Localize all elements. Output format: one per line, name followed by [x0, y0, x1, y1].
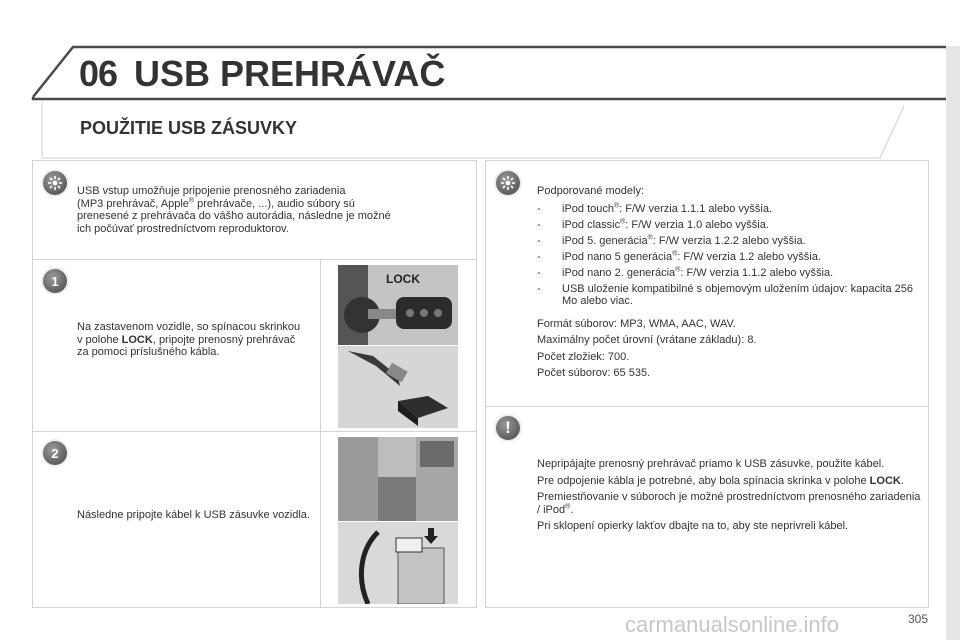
list-item — [537, 203, 922, 216]
warning-text-part: . — [900, 474, 904, 487]
list-item — [537, 267, 922, 280]
list-item — [537, 283, 922, 308]
sun-info-icon — [496, 171, 520, 195]
watermark: carmanualsonline.info — [625, 612, 840, 637]
files-text: Počet súborov: 65 535. — [537, 367, 651, 380]
photo-usb-socket — [338, 522, 458, 604]
page-number: 305 — [908, 612, 929, 626]
registered-mark: ® — [188, 196, 195, 204]
model-version: : F/W verzia 1.2 alebo vyššia. — [677, 250, 821, 263]
warning-text-part: . — [570, 503, 574, 516]
registered-mark: ® — [565, 502, 571, 510]
model-version: : F/W verzia 1.1.1 alebo vyššia. — [619, 202, 772, 215]
model-name: iPod nano 5 generácia — [562, 250, 673, 263]
intro-text-part: (MP3 prehrávač, Apple — [77, 197, 189, 210]
right-margin-strip — [946, 46, 960, 640]
model-name: iPod 5. generácia — [562, 234, 648, 247]
intro-text-part: prehrávače, ...), audio súbory sú — [194, 197, 355, 210]
formats-text: Formát súborov: MP3, WMA, AAC, WAV. — [537, 317, 736, 330]
levels-text: Maximálny počet úrovní (vrátane základu): 8. — [537, 334, 757, 347]
model-name: iPod nano 2. generácia — [562, 266, 676, 279]
intro-text — [77, 185, 467, 235]
warning-p3 — [537, 491, 922, 516]
registered-mark: ® — [672, 250, 678, 258]
column-divider — [320, 260, 321, 608]
step-badge-1: 1 — [43, 269, 67, 293]
folders-text: Počet zložiek: 700. — [537, 350, 630, 363]
registered-mark: ® — [675, 266, 681, 274]
photo-armrest-storage — [338, 437, 458, 521]
warning-text-part: Pre odpojenie kábla je potrebné, aby bola spínacia skrinka v polohe — [537, 474, 870, 487]
chapter-title: USB PREHRÁVAČ — [134, 53, 446, 94]
registered-mark: ® — [647, 234, 653, 242]
intro-line — [77, 198, 467, 211]
list-item — [537, 235, 922, 248]
photo-usb-cable — [338, 346, 458, 428]
list-item — [537, 251, 922, 264]
warning-block — [537, 458, 922, 537]
models-list — [537, 203, 922, 308]
model-name: USB uloženie kompatibilné s objemovým uložením údajov: kapacita 256 Mo alebo viac. — [562, 282, 913, 308]
intro-line: ich počúvať prostredníctvom reproduktorov. — [77, 222, 289, 235]
models-block — [537, 185, 922, 384]
chapter-number: 06 — [79, 53, 118, 94]
lock-keyword: LOCK — [869, 474, 901, 487]
lock-label: LOCK — [386, 272, 420, 286]
section-title: POUŽITIE USB ZÁSUVKY — [80, 118, 298, 138]
warning-p1: Nepripájajte prenosný prehrávač priamo k USB zásuvke, použite kábel. — [537, 458, 885, 470]
warning-p4: Pri sklopení opierky lakťov dbajte na to, aby ste neprivreli kábel. — [537, 520, 849, 532]
registered-mark: ® — [620, 217, 626, 225]
model-name: iPod classic — [562, 218, 621, 231]
row-divider — [32, 259, 477, 260]
model-version: : F/W verzia 1.0 alebo vyššia. — [625, 218, 769, 231]
models-heading: Podporované modely: — [537, 185, 645, 197]
row-divider — [32, 431, 477, 432]
intro-line: prenesené z prehrávača do vášho autorádia, následne je možné — [77, 210, 391, 222]
warning-text-part: Premiestňovanie v súboroch je možné prostredníctvom prenosného zariadenia / iPod — [537, 491, 921, 516]
registered-mark: ® — [613, 201, 620, 209]
model-version: : F/W verzia 1.1.2 alebo vyššia. — [680, 266, 834, 279]
lock-keyword: LOCK — [121, 333, 153, 346]
intro-line: USB vstup umožňuje pripojenie prenosného zariadenia — [77, 185, 346, 197]
step-badge-2: 2 — [43, 441, 67, 465]
photo-ignition-key — [338, 265, 458, 345]
model-version: : F/W verzia 1.2.2 alebo vyššia. — [652, 234, 806, 247]
sun-info-icon — [43, 171, 67, 195]
step-2-text: Následne pripojte kábel k USB zásuvke vozidla. — [77, 509, 310, 521]
step-1-text-part: Na zastavenom vozidle, so spínacou skrinkou v polohe — [77, 321, 301, 346]
step-1-text-part: , pripojte prenosný prehrávač za pomoci príslušného kábla. — [77, 333, 296, 358]
model-name: iPod touch — [562, 202, 614, 215]
exclamation-icon: ! — [496, 416, 520, 440]
step-1-text — [77, 321, 302, 359]
row-divider — [485, 406, 929, 407]
list-item — [537, 219, 922, 232]
warning-p2 — [537, 475, 922, 488]
